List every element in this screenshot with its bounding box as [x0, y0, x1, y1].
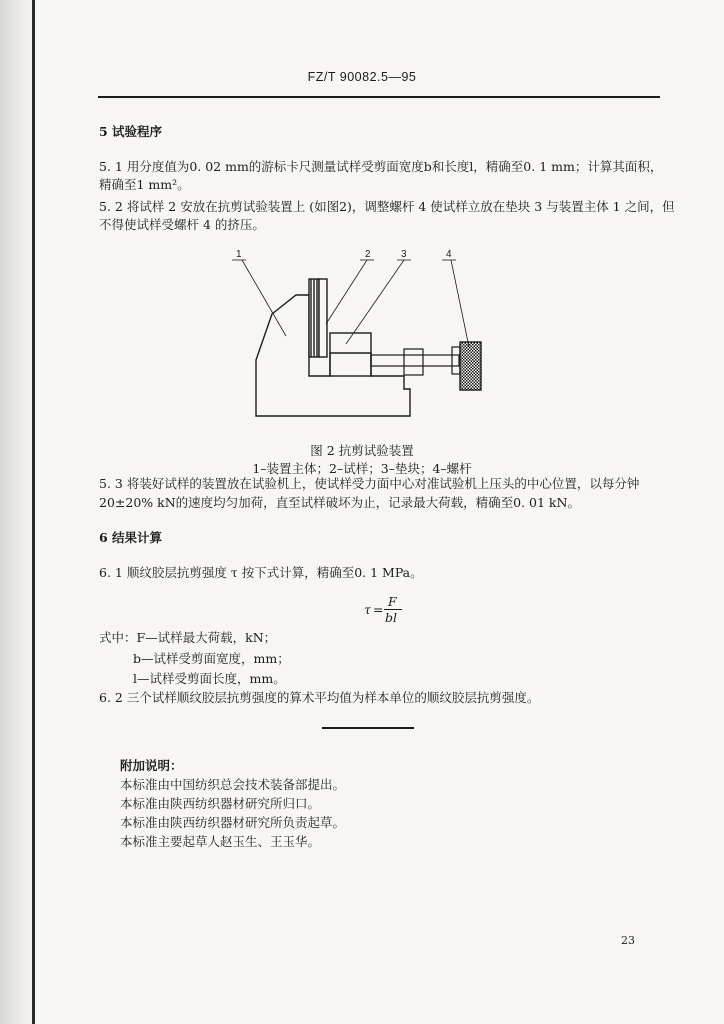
where-line-1: 式中：F—试样最大荷载，kN； [99, 630, 277, 645]
notes-line-2: 本标准由陕西纺织器材研究所归口。 [120, 796, 321, 811]
standard-code: FZ/T 90082.5—95 [307, 70, 417, 84]
para-6-2: 6. 2 三个试样顺纹胶层抗剪强度的算术平均值为样本单位的顺纹胶层抗剪强度。 [99, 690, 540, 705]
notes-line-1: 本标准由中国纺织总会技术装备部提出。 [120, 777, 346, 792]
spacer-block [330, 333, 371, 376]
notes-heading: 附加说明： [120, 758, 183, 773]
header-rule [98, 96, 660, 98]
screw-rod [371, 355, 459, 366]
formula-denominator: bl [385, 610, 397, 625]
screw-nut [404, 349, 423, 375]
section-6-heading: 6 结果计算 [99, 530, 163, 545]
shear-strength-formula [360, 594, 420, 624]
where-line-2: b—试样受剪面宽度，mm； [133, 651, 290, 666]
notes-line-3: 本标准由陕西纺织器材研究所负责起草。 [120, 815, 346, 830]
where-line-3: l—试样受剪面长度，mm。 [133, 671, 286, 686]
para-5-3-line-2: 20±20% kN的速度均匀加荷，直至试样破坏为止，记录最大荷载，精确至0. 01 kN。 [99, 495, 580, 510]
figure-caption: 图 2 抗剪试验装置 [310, 443, 414, 458]
figure-label-3: 3 [401, 249, 407, 260]
end-rule [322, 727, 414, 729]
figure-label-1: 1 [236, 249, 242, 260]
formula-numerator: F [388, 594, 397, 609]
figure-label-2: 2 [365, 249, 371, 260]
formula-lhs: τ [364, 602, 371, 617]
figure-label-4: 4 [446, 249, 452, 260]
para-5-1-line-1: 5. 1 用分度值为0. 02 mm的游标卡尺测量试样受剪面宽度b和长度l，精确至0. 1 mm；计算其面积， [99, 159, 663, 174]
binding-line [32, 0, 35, 1024]
para-5-2-line-2: 不得使试样受螺杆 4 的挤压。 [99, 217, 265, 232]
page-number: 23 [621, 934, 635, 947]
para-5-3-line-1: 5. 3 将装好试样的装置放在试验机上，使试样受力面中心对准试验机上压头的中心位置，以每分钟 [99, 476, 640, 491]
formula-equals: = [373, 602, 384, 617]
para-6-1: 6. 1 顺纹胶层抗剪强度 τ 按下式计算，精确至0. 1 MPa。 [99, 565, 423, 580]
leader-3 [346, 260, 404, 344]
specimen-adhesive [319, 279, 327, 357]
shear-test-device-figure [226, 248, 488, 420]
specimen [309, 279, 319, 357]
leader-2 [326, 260, 367, 324]
figure-legend: 1–装置主体；2–试样；3–垫块；4–螺杆 [252, 461, 472, 476]
notes-line-4: 本标准主要起草人赵玉生、王玉华。 [120, 834, 321, 849]
para-5-2-line-1: 5. 2 将试样 2 安放在抗剪试验装置上 (如图2)，调整螺杆 4 使试样立放在垫块 3 与装置主体 1 之间，但 [99, 199, 675, 214]
para-5-1-line-2: 精确至1 mm²。 [99, 177, 190, 192]
leader-4 [451, 260, 469, 347]
leader-1 [242, 260, 286, 336]
screw-knob [460, 342, 481, 390]
section-5-heading: 5 试验程序 [99, 124, 163, 139]
